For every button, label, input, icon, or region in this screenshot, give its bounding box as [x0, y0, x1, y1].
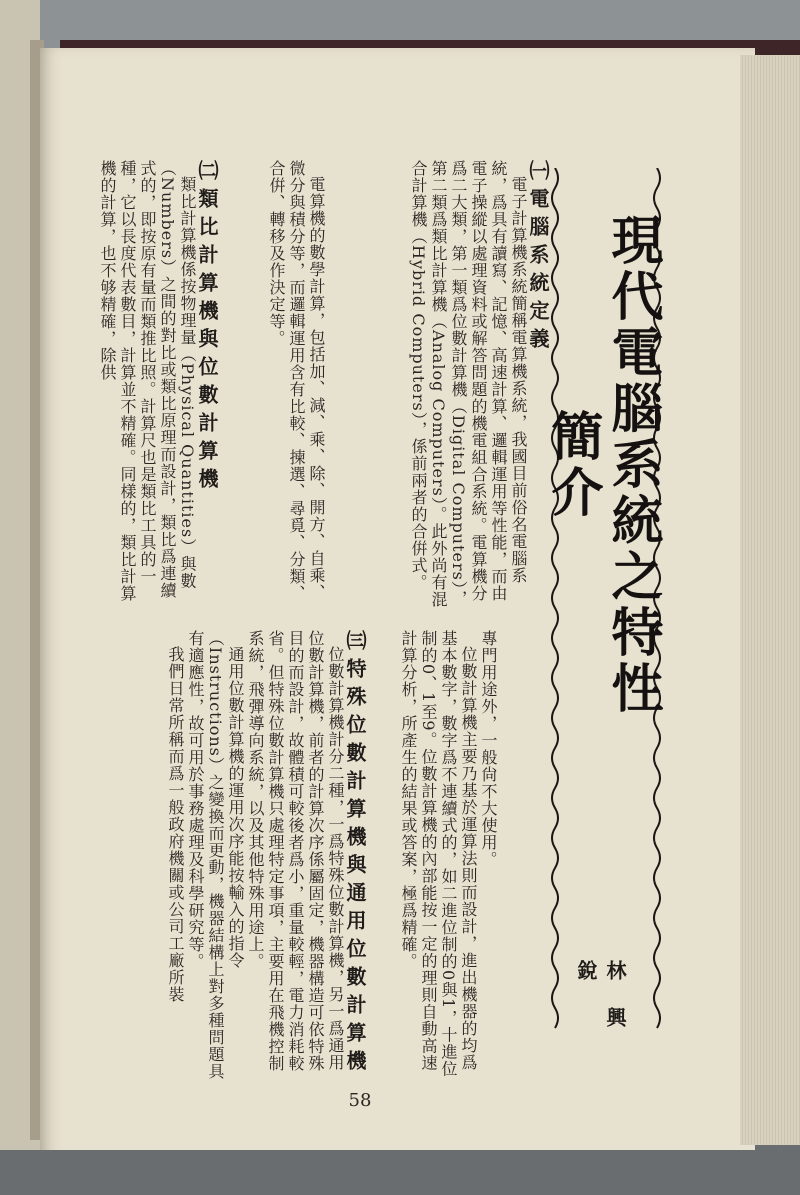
- scan-bottom-background: [0, 1150, 800, 1195]
- page-number: 58: [348, 1090, 372, 1111]
- section-2-block: [55, 160, 217, 610]
- section-2-paragraph-1: 類比計算機係按物理量（Physical Quantities）與數（Numbers）之間的對比或類比原理而設計，類比爲連續式的，即按原有量而類推比照。計算尺也是類比工具的一種，它以長度代表數目，計算並不精確。同樣的，類比計算機的計算，也不够精確，除供: [98, 160, 197, 602]
- continuation-paragraph: 專門用途外，一般尙不大使用。: [479, 630, 498, 868]
- page-stack-edges: [740, 55, 800, 1145]
- section-1-paragraph-1: 電子計算機系統簡稱電算機系統，我國目前俗名電腦系統，爲具有讀寫、記憶、高速計算、邏輯運用等性能，而由電子操縱以處理資料或解答問題的機電組合系統。電算機分爲二大類，第一類爲位數計算機（Digital Computers），第二類爲類比計算機（Analog Computers）。此外尚有混合計算機（Hybrid Computers），係前兩者的合倂式。: [409, 160, 528, 608]
- section-1-block: [328, 160, 548, 610]
- digital-computer-paragraph: 位數計算機主要乃基於運算法則而設計，進出機器的均爲基本數字，數字爲不連續式的，如二進位制的0與1，十進位制的0、1至9。位數計算機的內部能按一定的理則自動高速計算分析，所產生的結果或答案，極爲精確。: [399, 630, 478, 1078]
- section-3-paragraph-2: 通用位數計算機的運用次序能按輸入的指令（Instructions）之變換而更動，機器結構上對多種問題具有適應性，故可用於事務處理及科學研究等。: [186, 630, 245, 1080]
- section-3-paragraph-1: 位數計算機計分二種，一爲特殊位數計算機，另一爲通用位數計算機，前者的計算次序係屬固定，機器構造可依特殊目的而設計，故體積可較後者爲小，重量較輕，電力消耗較省。但特殊位數計算機只處理特定事項，主要用在飛機控制系統，飛彈導向系統，以及其他特殊用途上。: [246, 630, 345, 1072]
- section-1-block-cont: [218, 160, 326, 610]
- section-1-paragraph-2: 電算機的數學計算，包括加、減、乘、除、開方、自乘、微分與積分等，而邏輯運用含有比較、揀選、尋覓、分類、合倂、轉移及作決定等。: [267, 160, 326, 602]
- section-1-heading: ㈠電腦系統定義: [526, 160, 550, 356]
- article-title: 現代電腦系統之特性簡介: [542, 213, 663, 717]
- section-2-heading: ㈡類比計算機與位數計算機: [195, 160, 219, 496]
- title-left-border: [548, 168, 562, 1038]
- author-name: 林 興 銳: [574, 960, 627, 1037]
- section-3-paragraph-3: 我們日常所稱而爲一般政府機關或公司工廠所裝: [166, 646, 185, 1003]
- section-3-block: [55, 630, 365, 1080]
- lower-right-block: [368, 630, 498, 1080]
- section-3-heading: ㈢特殊位數計算機與通用位數計算機: [343, 630, 367, 1078]
